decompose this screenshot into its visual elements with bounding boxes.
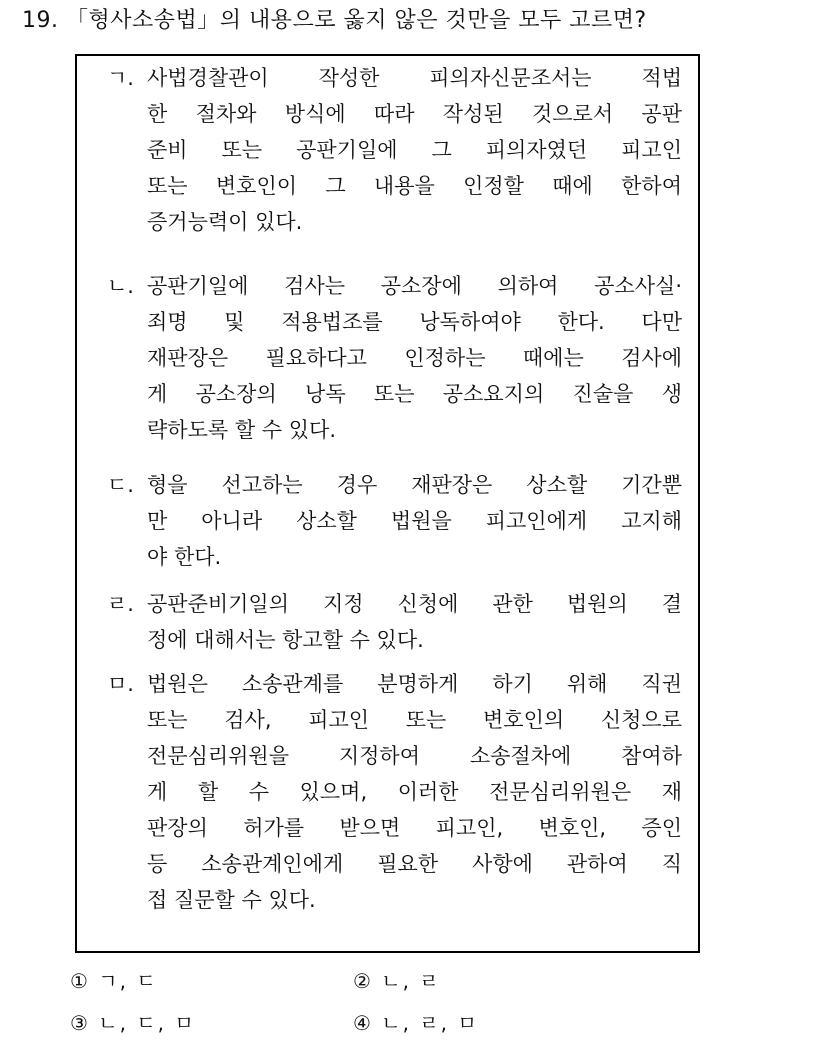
statement-line: 증거능력이 있다.: [147, 210, 303, 234]
statement-line: 접 질문할 수 있다.: [147, 888, 316, 912]
statement-line: 형을 선고하는 경우 재판장은 상소할 기간뿐: [147, 473, 682, 497]
choice-3[interactable]: [70, 1008, 196, 1038]
statement-line: 공판기일에 검사는 공소장에 의하여 공소사실·: [147, 274, 682, 298]
choice-number: ④: [353, 1011, 373, 1035]
question-number: 19.: [22, 8, 59, 33]
choice-text: ㄴ, ㄹ, ㅁ: [381, 1011, 479, 1035]
statement-mieum: [107, 666, 682, 918]
statement-marker: ㅁ.: [107, 672, 134, 696]
statement-line: 등 소송관계인에게 필요한 사항에 관하여 직: [147, 852, 682, 876]
choice-4[interactable]: [353, 1008, 479, 1038]
statement-giyeok: [107, 60, 682, 240]
choice-number: ②: [353, 969, 373, 993]
statement-marker: ㄱ.: [107, 66, 134, 90]
statement-line: 게 공소장의 낭독 또는 공소요지의 진술을 생: [147, 382, 682, 406]
statement-line: 준비 또는 공판기일에 그 피의자였던 피고인: [147, 138, 682, 162]
choice-text: ㄱ, ㄷ: [98, 969, 158, 993]
statement-line: 판장의 허가를 받으면 피고인, 변호인, 증인: [147, 816, 682, 840]
statement-line: 죄명 및 적용법조를 낭독하여야 한다. 다만: [147, 310, 682, 334]
choice-number: ①: [70, 969, 90, 993]
statement-line: 게 할 수 있으며, 이러한 전문심리위원은 재: [147, 780, 682, 804]
statement-line: 사법경찰관이 작성한 피의자신문조서는 적법: [147, 66, 682, 90]
statement-line: 전문심리위원을 지정하여 소송절차에 참여하: [147, 744, 682, 768]
statement-line: 공판준비기일의 지정 신청에 관한 법원의 결: [147, 592, 682, 616]
statement-marker: ㄹ.: [107, 592, 134, 616]
statement-line: 략하도록 할 수 있다.: [147, 418, 336, 442]
question-header: [22, 6, 647, 36]
statement-nieun: [107, 268, 682, 448]
statements-box: [75, 54, 700, 953]
statement-line: 정에 대해서는 항고할 수 있다.: [147, 628, 424, 652]
choice-text: ㄴ, ㄷ, ㅁ: [98, 1011, 196, 1035]
statement-marker: ㄴ.: [107, 274, 134, 298]
statement-line: 또는 검사, 피고인 또는 변호인의 신청으로: [147, 708, 682, 732]
statement-line: 재판장은 필요하다고 인정하는 때에는 검사에: [147, 346, 682, 370]
statement-line: 한 절차와 방식에 따라 작성된 것으로서 공판: [147, 102, 682, 126]
statement-marker: ㄷ.: [107, 473, 134, 497]
choice-1[interactable]: [70, 966, 158, 996]
statement-line: 만 아니라 상소할 법원을 피고인에게 고지해: [147, 509, 682, 533]
choice-2[interactable]: [353, 966, 441, 996]
statement-line: 법원은 소송관계를 분명하게 하기 위해 직권: [147, 672, 682, 696]
statement-line: 야 한다.: [147, 545, 222, 569]
choice-number: ③: [70, 1011, 90, 1035]
question-text: 「형사소송법」의 내용으로 옳지 않은 것만을 모두 고르면?: [66, 8, 647, 33]
statement-digeut: [107, 467, 682, 575]
statement-rieul: [107, 586, 682, 658]
statement-line: 또는 변호인이 그 내용을 인정할 때에 한하여: [147, 174, 682, 198]
choice-text: ㄴ, ㄹ: [381, 969, 441, 993]
